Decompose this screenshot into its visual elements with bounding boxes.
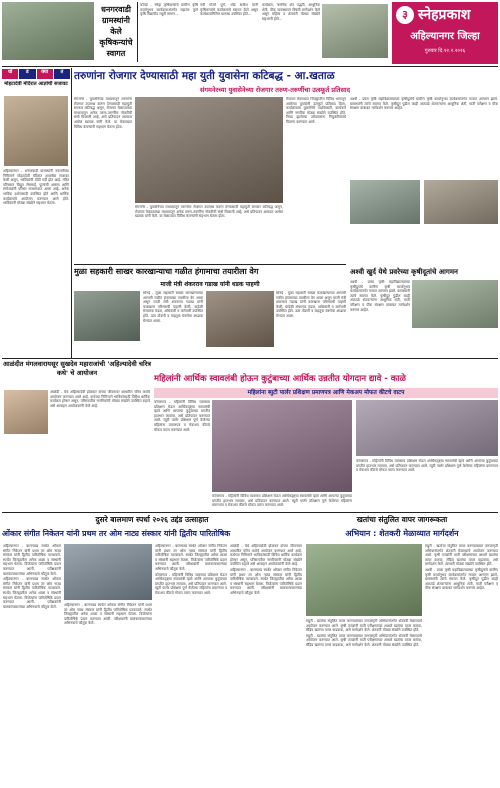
women-subhead: महिलांना ब्युटी पार्लर प्रशिक्षण प्रमाणपत्र आणि मेकअप मोफत कीटचे वाटप <box>247 390 405 396</box>
top-photo-right <box>322 4 388 58</box>
page-number-badge: ३ <box>396 6 414 24</box>
bottom-col-2: अहिल्यानगर - बालनाट्य स्पर्धेत ओंकार संगीत निकेतन यांनी प्रथम तर ओम नाट्य संस्कार यांनी द्वितीय पारितोषिक पटकावले. स्पर्धेत जिल्ह्यातील अनेक शाळा व संस्थांनी सहभाग घेतला. विजेत्यांना पारितोषिके प्रदान करण्यात आली. परीक्षकांनी बालकलाकारांच्या अभिनयाचे कौतुक केले. <box>64 603 152 626</box>
sugar-story-subhead: माजी मंत्री शंकरराव गडाख यांनी धडक पाहणी <box>160 281 260 288</box>
farm-col-1: राहुरी - खतांचा संतुलित वापर करण्याबाबत जनजागृती अभियानांतर्गत शेतकरी मेळाव्याचे आयोजन करण्यात आले. कृषी तज्ज्ञांनी माती परीक्षणाच्या आधारे खतांचा वापर करावा, सेंद्रिय खतांचा वापर वाढवावा, असे मार्गदर्शन केले. शेतकरी मोठ्या संख्येने उपस्थित होते. राहुरी - खतांचा संतुलित वापर करण्याबाबत जनजागृती अभियानांतर्गत शेतकरी मेळाव्याचे आयोजन करण्यात आले. कृषी तज्ज्ञांनी माती परीक्षणाच्या आधारे खतांचा वापर करावा, सेंद्रिय खतांचा वापर वाढवावा, असे मार्गदर्शन केले. शेतकरी मोठ्या संख्येने उपस्थित होते. <box>306 619 422 647</box>
sugar-col-2: सोनई - मुळा सहकारी साखर कारखान्याच्या आगामी गळीत हंगामाच्या तयारीला वेग आला असून माजी मंत्री शंकरराव गडाख यांनी कारखाना परिसराची पाहणी केली. यावेळी संचालक मंडळ, अधिकारी व कर्मचारी उपस्थित होते. ऊस तोडणी व वाहतूक यंत्रणेचा आढावा घेण्यात आला. <box>276 291 346 318</box>
bottom-col-4: आळंदी - येथे अहिल्यादेवी होळकर यांच्या जीवनावर आधारित चरित्र कथेचे आयोजन करण्यात आले आहे. कथेच्या निमित्ताने भाविकांसाठी विविध धार्मिक कार्यक्रम होणार असून, परिसरातील नागरिकांनी मोठ्या संख्येने उपस्थित राहावे असे आवाहन आयोजकांनी केले आहे. अहिल्यानगर - बालनाट्य स्पर्धेत ओंकार संगीत निकेतन यांनी प्रथम तर ओम नाट्य संस्कार यांनी द्वितीय पारितोषिक पटकावले. स्पर्धेत जिल्ह्यातील अनेक शाळा व संस्थांनी सहभाग घेतला. विजेत्यांना पारितोषिके प्रदान करण्यात आली. परीक्षकांनी बालकलाकारांच्या अभिनयाचे कौतुक केले. <box>230 544 302 595</box>
main-col-c: संगमनेर - युवासेनेच्या माध्यमातून तरुणांना रोजगार उपलब्ध करून देण्यासाठी महायुती सरकार कटिबद्ध असून, रोजगार मेळाव्याच्या माध्यमातून अनेक तरुण-तरुणींना नोकरीची संधी मिळाली आहे, असे प्रतिपादन आमदार अमोल खताळ यांनी केले. या मेळाव्यात विविध कंपन्यांनी सहभाग घेतला होता. <box>135 205 283 219</box>
student-photo <box>412 280 498 328</box>
story-top-right: अश्वी - प्रवरा कृषी महाविद्यालयाच्या कृषीदूतांचे ग्रामीण कृषी कार्यानुभव कार्यक्रमांतर्गत गावात आगमन झाले. ग्रामस्थांनी त्यांचे स्वागत केले. कृषीदूत पुढील काही आठवडे शेतकऱ्यांना आधुनिक शेती, माती परीक्षण व पीक संरक्षण याबाबत मार्गदर्शन करणार आहेत. <box>350 97 498 111</box>
main-photo-3 <box>424 180 498 224</box>
masthead-title: स्नेहप्रकाश <box>418 7 471 23</box>
student-story-heading: अश्वी खुर्द येथे प्रवरेच्या कृषीदूतांचे आगमन <box>350 268 458 276</box>
women-photo-1 <box>212 400 352 492</box>
women-col: कोपरगाव - महिलांनी विविध व्यवसाय प्रशिक्षण घेऊन आर्थिकदृष्ट्या स्वावलंबी व्हावे आणि आपल्या कुटुंबाच्या प्रगतीत हातभार लावावा, असे प्रतिपादन करण्यात आले. ब्युटी पार्लर प्रशिक्षण पूर्ण केलेल्या महिलांना प्रमाणपत्र व मेकअप कीटचे मोफत वाटप करण्यात आले. <box>154 400 210 432</box>
yoga-story-heading: आळंदीत मंगलवारायसूर सुखदेव महाराजांची 'अहिल्यादेवी चरित्र कथे' चे आयोजन <box>3 360 151 377</box>
farm-photo <box>306 544 422 616</box>
main-col-b: रोजगार मेळाव्यात जिल्ह्यातील विविध भागातून आलेल्या युवकांनी उत्स्फूर्त प्रतिसाद दिला. कार्यक्रमाला युवासेनेचे पदाधिकारी, कार्यकर्ते आणि नागरिक मोठ्या संख्येने उपस्थित होते. निवड झालेल्या उमेदवारांना नियुक्तीपत्रांचे वितरण करण्यात आले. <box>286 97 346 124</box>
bottom-col-3: अहिल्यानगर - बालनाट्य स्पर्धेत ओंकार संगीत निकेतन यांनी प्रथम तर ओम नाट्य संस्कार यांनी द्वितीय पारितोषिक पटकावले. स्पर्धेत जिल्ह्यातील अनेक शाळा व संस्थांनी सहभाग घेतला. विजेत्यांना पारितोषिके प्रदान करण्यात आली. परीक्षकांनी बालकलाकारांच्या अभिनयाचे कौतुक केले. कोपरगाव - महिलांनी विविध व्यवसाय प्रशिक्षण घेऊन आर्थिकदृष्ट्या स्वावलंबी व्हावे आणि आपल्या कुटुंबाच्या प्रगतीत हातभार लावावा, असे प्रतिपादन करण्यात आले. ब्युटी पार्लर प्रशिक्षण पूर्ण केलेल्या महिलांना प्रमाणपत्र व मेकअप कीटचे मोफत वाटप करण्यात आले. <box>155 544 227 595</box>
top-col-3: कार्यक्रम, नागरिक शेत पद्धती, आधुनिक शेती, पीक व्यवस्थापन विषयी मार्गदर्शन केले असून महिला व शेतकरी मोठ्या संख्येने सहभागी होते... <box>262 3 320 21</box>
masthead <box>392 2 498 64</box>
bottom-mid-headline: दुसरे बालमाण स्पर्धा २०२६ उद्दंड उत्साहात <box>95 515 209 524</box>
women-col-3: कोपरगाव - महिलांनी विविध व्यवसाय प्रशिक्षण घेऊन आर्थिकदृष्ट्या स्वावलंबी व्हावे आणि आपल्या कुटुंबाच्या प्रगतीत हातभार लावावा, असे प्रतिपादन करण्यात आले. ब्युटी पार्लर प्रशिक्षण पूर्ण केलेल्या महिलांना प्रमाणपत्र व मेकअप कीटचे मोफत वाटप करण्यात आले. <box>212 494 352 508</box>
section-tag: धो ड क्या त <box>2 69 70 79</box>
main-headline: तरुणांना रोजगार देण्यासाठी महा युती युवासेना कटिबद्ध - आ.खताळ <box>74 70 335 82</box>
left-story-heading: मोहटादेवी मंदिरात आज्ञांची सजावट <box>4 81 68 87</box>
women-col-2: कोपरगाव - महिलांनी विविध व्यवसाय प्रशिक्षण घेऊन आर्थिकदृष्ट्या स्वावलंबी व्हावे आणि आपल्या कुटुंबाच्या प्रगतीत हातभार लावावा, असे प्रतिपादन करण्यात आले. ब्युटी पार्लर प्रशिक्षण पूर्ण केलेल्या महिलांना प्रमाणपत्र व मेकअप कीटचे मोफत वाटप करण्यात आले. <box>356 459 498 473</box>
student-col: अश्वी - प्रवरा कृषी महाविद्यालयाच्या कृषीदूतांचे ग्रामीण कृषी कार्यानुभव कार्यक्रमांतर्गत गावात आगमन झाले. ग्रामस्थांनी त्यांचे स्वागत केले. कृषीदूत पुढील काही आठवडे शेतकऱ्यांना आधुनिक शेती, माती परीक्षण व पीक संरक्षण याबाबत मार्गदर्शन करणार आहेत. <box>350 280 410 312</box>
main-photo-1 <box>135 97 283 203</box>
sugar-story-heading: मुळा सहकारी साखर कारखान्याचा गळीत हंगामाचा तयारीला वेग <box>74 267 259 276</box>
farm-headline: अभियान : शेतकरी मेळाव्यात मार्गदर्शन <box>345 529 459 538</box>
sugar-photo <box>74 291 140 341</box>
main-subhead: संगमनेरच्या युवासेनेच्या रोजगार तरुण-तरुणींचा उत्स्फूर्त प्रतिसाद <box>199 86 351 94</box>
farm-col-2: राहुरी - खतांचा संतुलित वापर करण्याबाबत जनजागृती अभियानांतर्गत शेतकरी मेळाव्याचे आयोजन करण्यात आले. कृषी तज्ज्ञांनी माती परीक्षणाच्या आधारे खतांचा वापर करावा, सेंद्रिय खतांचा वापर वाढवावा, असे मार्गदर्शन केले. शेतकरी मोठ्या संख्येने उपस्थित होते. अश्वी - प्रवरा कृषी महाविद्यालयाच्या कृषीदूतांचे ग्रामीण कृषी कार्यानुभव कार्यक्रमांतर्गत गावात आगमन झाले. ग्रामस्थांनी त्यांचे स्वागत केले. कृषीदूत पुढील काही आठवडे शेतकऱ्यांना आधुनिक शेती, माती परीक्षण व पीक संरक्षण याबाबत मार्गदर्शन करणार आहेत. <box>425 544 498 591</box>
women-photo-2 <box>356 400 498 456</box>
bottom-left-headline: ओंकार संगीत निकेतन यांनी प्रथम तर ओम नाट्य संस्कार यांनी द्वितीय पारितोषिक <box>2 529 231 538</box>
top-col-2: नवी गोरले पुणे, धोंडे सतीश यांनी कृषिकन्यांचे कार्यक्रमाचे स्वागत केले असून कार्यक्रमानिमित्त ग्रामस्थ उपस्थित होते... <box>200 3 258 17</box>
temple-photo <box>4 96 68 166</box>
main-photo-2 <box>350 180 420 224</box>
top-col-1: कोपर्डे - 'स्नेहा कृषिकन्यांचे ग्रामीण कृषि कार्यानुभव कार्यक्रमाअंतर्गत महात्मा फुले कृषि विद्यापीठ राहुरी संलग्न... <box>140 3 198 17</box>
bottom-col-1: अहिल्यानगर - बालनाट्य स्पर्धेत ओंकार संगीत निकेतन यांनी प्रथम तर ओम नाट्य संस्कार यांनी द्वितीय पारितोषिक पटकावले. स्पर्धेत जिल्ह्यातील अनेक शाळा व संस्थांनी सहभाग घेतला. विजेत्यांना पारितोषिके प्रदान करण्यात आली. परीक्षकांनी बालकलाकारांच्या अभिनयाचे कौतुक केले. अहिल्यानगर - बालनाट्य स्पर्धेत ओंकार संगीत निकेतन यांनी प्रथम तर ओम नाट्य संस्कार यांनी द्वितीय पारितोषिक पटकावले. स्पर्धेत जिल्ह्यातील अनेक शाळा व संस्थांनी सहभाग घेतला. विजेत्यांना पारितोषिके प्रदान करण्यात आली. परीक्षकांनी बालकलाकारांच्या अभिनयाचे कौतुक केले. <box>3 544 61 609</box>
masthead-date: गुरुवार दि.१२.२.२०२६ <box>424 48 466 54</box>
sugar-photo-2 <box>206 291 274 347</box>
top-left-story-heading: धनगरवाडी ग्रामस्थांनी केले कृषिकन्यांचे स्वागत <box>99 5 133 58</box>
sugar-col: सोनई - मुळा सहकारी साखर कारखान्याच्या आगामी गळीत हंगामाच्या तयारीला वेग आला असून माजी मंत्री शंकरराव गडाख यांनी कारखाना परिसराची पाहणी केली. यावेळी संचालक मंडळ, अधिकारी व कर्मचारी उपस्थित होते. ऊस तोडणी व वाहतूक यंत्रणेचा आढावा घेण्यात आला. <box>143 291 203 323</box>
yoga-col: आळंदी - येथे अहिल्यादेवी होळकर यांच्या जीवनावर आधारित चरित्र कथेचे आयोजन करण्यात आले आहे. कथेच्या निमित्ताने भाविकांसाठी विविध धार्मिक कार्यक्रम होणार असून, परिसरातील नागरिकांनी मोठ्या संख्येने उपस्थित राहावे असे आवाहन आयोजकांनी केले आहे. <box>50 390 150 408</box>
left-col-text: अहिल्यानगर - धनगरवाडी ग्रामस्थांनी नवरात्रीच्या निमित्ताने मोहटादेवी मंदिरात आकर्षक सजावट केली असून, भाविकांची मोठी गर्दी होत आहे. मंदिर परिसरात विद्युत रोषणाई, फुलांची आरास आणि रांगोळ्यांनी परिसर सजवण्यात आला आहे. अनेक भाविक दर्शनासाठी उपस्थित होते आणि धार्मिक कार्यक्रमांचे आयोजन करण्यात आले होते. भाविकांनी मोठ्या संख्येने सहभाग घेतला. <box>3 169 69 206</box>
top-photo-left <box>2 2 94 60</box>
masthead-subtitle: अहिल्यानगर जिल्हा <box>410 31 480 42</box>
farm-kicker: खतांचा संतुलित वापर जागरूकता <box>356 515 448 524</box>
women-headline: महिलांनी आर्थिक स्वावलंबी होऊन कुटुंबाच्या आर्थिक उन्नतीत योगदान द्यावे - काळे <box>154 374 406 384</box>
main-col-a: संगमनेर - युवासेनेच्या माध्यमातून तरुणांना रोजगार उपलब्ध करून देण्यासाठी महायुती सरकार कटिबद्ध असून, रोजगार मेळाव्याच्या माध्यमातून अनेक तरुण-तरुणींना नोकरीची संधी मिळाली आहे, असे प्रतिपादन आमदार अमोल खताळ यांनी केले. या मेळाव्यात विविध कंपन्यांनी सहभाग घेतला होता. <box>74 97 132 129</box>
bottom-photo <box>64 544 152 600</box>
yoga-photo <box>4 390 48 434</box>
